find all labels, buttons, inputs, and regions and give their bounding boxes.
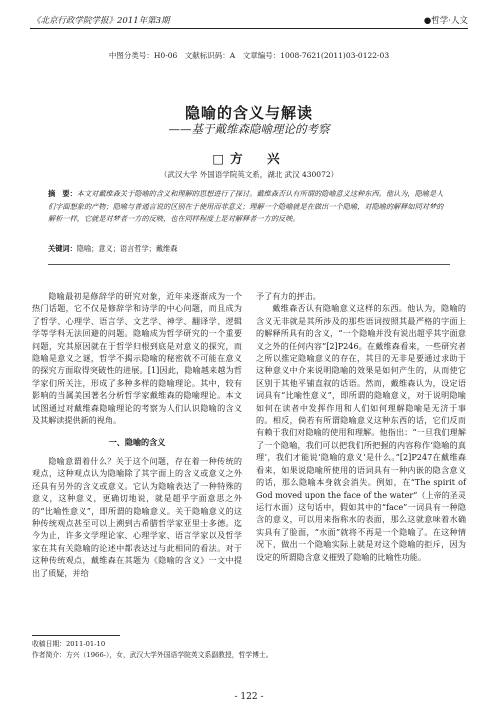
author-affiliation: （武汉大学 外国语学院英文系，湖北 武汉 430072） xyxy=(159,170,339,179)
section-paragraph: 隐喻意谓着什么？关于这个问题，存在着一种传统的观点，这种观点认为隐喻除了其字面上的含义或意义之外还具有另外的含义或意义。它认为隐喻表达了一种特殊的意义，这种意义，更确切地说，就是超乎字面意思之外的“比喻性意义”，即所谓的隐喻意义。关于隐喻意义的这种传统观点甚至可以上溯到古希腊哲学家亚里士多德。迄今为止，许多文学理论家、心理学家、语言学家以及哲学家在其有关隐喻的论述中都表达过与此相同的看法。对于这种传统观点，戴维森在其题为《隐喻的含义》一文中提出了质疑，并给 xyxy=(32,455,242,578)
section-heading: 一、隐喻的含义 xyxy=(108,437,166,448)
article-title: 隐喻的含义与解读 xyxy=(184,104,313,122)
footnote-rule xyxy=(32,635,120,636)
abstract-label: 摘 要： xyxy=(48,189,77,198)
classification-line: 中图分类号：H0-06 文献标识码：A 文章编号：1008-7621(2011)03-0122-03 xyxy=(108,51,390,60)
keywords-rule xyxy=(48,264,450,265)
body-column-right xyxy=(256,290,466,563)
davidson-paragraph: 戴维森否认有隐喻意义这样的东西。他认为，隐喻的含义无非就是其所涉及的那些语词按照其最严格的字面上的解释所具有的含义，“一个隐喻并没有说出超乎其字面意义之外的任何内容”[2]P246。在戴维森看来，一些研究者之所以推定隐喻意义的存在，其目的无非是要通过求助于这种意义中介来说明隐喻的效果是如何产生的，从而使它区别于其他平铺直叙的话语。然而，戴维森认为，设定语词具有“比喻性意义”，即所谓的隐喻意义，对于说明隐喻如何在读者中发挥作用和人们如何理解隐喻是无济于事的。相反，倘若有所谓隐喻意义这种东西的话，它们反而有赖于我们对隐喻的使用和理解。他指出：“一旦我们理解了一个隐喻，我们可以把我们所把握的内容称作‘隐喻的真理’，我们才能说‘隐喻的意义’是什么。”[2]P247在戴维森看来，如果说隐喻所使用的语词具有一种内嵌的隐含意义的话，那么隐喻本身就会消失。例如，在“The spirit of God moved upon the face of the water”（上帝的圣灵运行水面）这句话中，假如其中的“face”一词具有一种隐含的意义，可以用来指称水的表面，那么这就意味着水确实具有了脸面，“水面”就将不再是一个隐喻了。在这种情况下，做出一个隐喻实际上就是对这个隐喻的拒斥，因为设定的所谓隐含意义摧毁了隐喻的比喻性功能。 xyxy=(256,303,466,562)
article-subtitle: ——基于戴维森隐喻理论的考察 xyxy=(168,122,330,136)
header-rule xyxy=(30,28,468,29)
received-date: 收稿日期：2011-01-10 xyxy=(32,640,106,648)
footnote xyxy=(32,639,273,661)
section-header: ●哲学·人文 xyxy=(423,16,468,26)
keywords-text: 隐喻；意义；语言哲学；戴维森 xyxy=(76,244,178,253)
page-number: - 122 - xyxy=(234,692,264,702)
author-name: □方 兴 xyxy=(212,151,286,166)
intro-paragraph: 隐喻最初是修辞学的研究对象，近年来逐渐成为一个热门话题，它不仅是修辞学和诗学的中心问题，而且成为了哲学、心理学、语言学、文艺学、神学、翻译学、逻辑学等学科无法回避的问题。隐喻成为哲学研究的一个重要问题，究其原因就在于哲学归根到底是对意义的探究，而隐喻是意义之谜，哲学不揭示隐喻的秘密就不可能在意义的探究方面取得突破性的进展。[1]因此，隐喻越来越为哲学家们所关注，形成了多种多样的隐喻理论。其中，较有影响的当属美国著名分析哲学家戴维森的隐喻理论。本文试图通过对戴维森隐喻理论的考察为人们认识隐喻的含义及其解读提供新的视角。 xyxy=(32,291,242,426)
continuation-paragraph: 予了有力的抨击。 xyxy=(256,291,321,301)
body-column-left xyxy=(32,290,242,579)
keywords xyxy=(48,244,177,254)
abstract xyxy=(48,188,450,226)
author-bio: 作者简介：方兴（1966-），女，武汉大学外国语学院英文系副教授，哲学博士。 xyxy=(32,651,273,659)
journal-header: 《北京行政学院学报》2011年第3期 xyxy=(32,16,170,26)
keywords-label: 关键词： xyxy=(48,244,77,253)
abstract-text: 本文对戴维森关于隐喻的含义和理解的思想进行了探讨。戴维森否认有所谓的隐喻意义这种东西。他认为，隐喻是人们字面想象的产物；隐喻与普通言说的区别在于使用而非意义；理解一个隐喻就是在做出一个隐喻，对隐喻的解释如同对梦的解析一样，它就是对梦者一方的反映，也在同样程度上是对解释者一方的反映。 xyxy=(48,189,444,223)
